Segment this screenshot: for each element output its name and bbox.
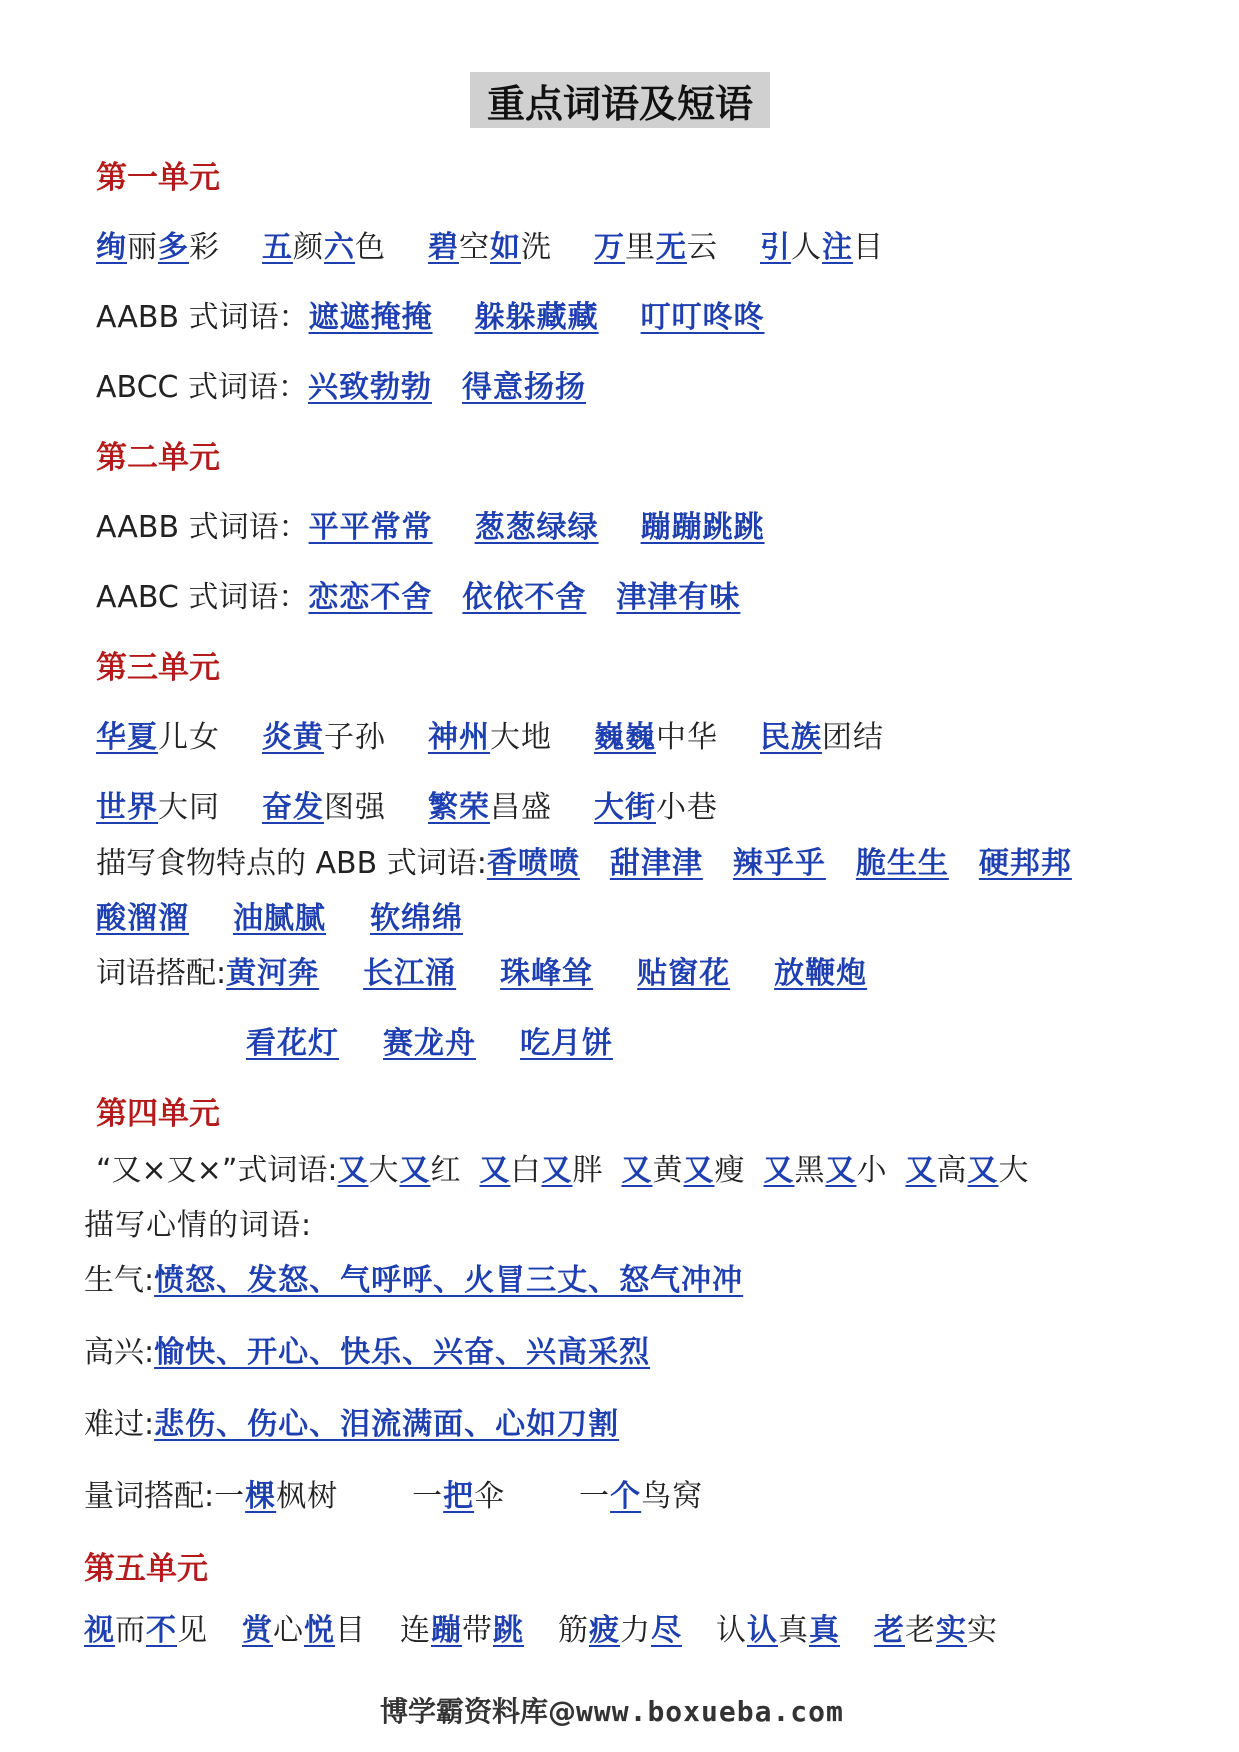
plain-char: 黑 [794,1153,826,1188]
highlighted-char: 奋发 [262,790,324,825]
measure-phrase [579,1471,703,1515]
idiom [558,1605,682,1649]
highlighted-char: 又 [683,1153,715,1188]
highlighted-char: 实 [936,1613,967,1648]
unit2-aabc-row [96,572,740,616]
highlighted-char: 又 [621,1153,653,1188]
idiom [716,1605,840,1649]
highlighted-char: 老 [874,1613,905,1648]
highlighted-char: 视 [84,1613,115,1648]
abb-word: 香喷喷 [486,846,580,881]
unit3-match-row2 [246,1018,613,1062]
plain-char: 色 [355,230,386,265]
plain-char: 大 [998,1153,1030,1188]
aabb-word: 平平常常 [308,510,433,545]
highlighted-char: 注 [822,230,853,265]
plain-char: 见 [177,1613,208,1648]
unit3-abb-label: 描写食物特点的 ABB 式词语: [96,846,487,881]
abcc-word: 得意扬扬 [462,370,587,405]
plain-char: 枫树 [276,1479,339,1514]
highlighted-char: 又 [763,1153,795,1188]
unit5-idioms-row [84,1605,998,1649]
idiom [874,1605,998,1649]
plain-char: 真 [778,1613,809,1648]
angry-words: 愤怒、发怒、气呼呼、火冒三丈、怒气冲冲 [154,1263,744,1298]
match-word: 看花灯 [246,1026,339,1061]
highlighted-char: 万 [594,230,625,265]
plain-char: 云 [687,230,718,265]
idiom [760,222,884,266]
idiom [428,782,552,826]
match-word: 赛龙舟 [383,1026,476,1061]
plain-char: 图强 [324,790,386,825]
unit3-abb-row1 [96,838,1072,882]
plain-char: 大地 [490,720,552,755]
highlighted-char: 又 [825,1153,857,1188]
unit4-happy-row [84,1327,650,1371]
plain-char: 中华 [656,720,718,755]
plain-char: 老 [905,1613,936,1648]
highlighted-char: 繁荣 [428,790,490,825]
aabc-word: 津津有味 [616,580,741,615]
match-word: 放鞭炮 [774,956,868,991]
idiom [428,712,552,756]
plain-char: 白 [510,1153,542,1188]
highlighted-char: 五 [262,230,293,265]
unit1-heading: 第一单元 [96,160,220,196]
you-word [621,1145,745,1189]
plain-char: 儿女 [158,720,220,755]
highlighted-char: 悦 [304,1613,335,1648]
match-word: 珠峰耸 [500,956,594,991]
plain-char: 带 [462,1613,493,1648]
highlighted-char: 尽 [651,1613,682,1648]
unit4-heading: 第四单元 [96,1096,220,1132]
plain-char: 颜 [293,230,324,265]
unit3-abb-row2 [96,893,463,937]
unit1-abcc-label: ABCC 式词语： [96,370,309,405]
you-word [337,1145,461,1189]
unit3-match-row1 [96,948,867,992]
plain-char: 里 [625,230,656,265]
unit1-aabb-row [96,292,765,336]
unit4-sad-row [84,1399,619,1443]
idiom [594,712,718,756]
highlighted-char: 华夏 [96,720,158,755]
unit1-idioms-row [96,222,884,266]
plain-char: 瘦 [714,1153,746,1188]
highlighted-char: 如 [490,230,521,265]
you-word [905,1145,1029,1189]
unit1-aabb-label: AABB 式词语： [96,300,309,335]
plain-char: 筋 [558,1613,589,1648]
plain-char: 洗 [521,230,552,265]
abb-word: 油腻腻 [233,901,326,936]
measure-phrase [214,1471,338,1515]
unit5-heading: 第五单元 [84,1551,208,1587]
idiom [96,712,220,756]
plain-char: 大 [368,1153,400,1188]
highlighted-char: 疲 [589,1613,620,1648]
highlighted-char: 引 [760,230,791,265]
highlighted-char: 又 [479,1153,511,1188]
idiom [262,712,386,756]
idiom [96,782,220,826]
highlighted-char: 赏 [242,1613,273,1648]
match-word: 长江涌 [363,956,457,991]
idiom [594,782,718,826]
match-word: 黄河奔 [226,956,320,991]
highlighted-char: 认 [747,1613,778,1648]
plain-char: 连 [400,1613,431,1648]
unit3-heading: 第三单元 [96,650,220,686]
plain-char: 高 [936,1153,968,1188]
highlighted-char: 棵 [245,1479,277,1514]
highlighted-char: 巍巍 [594,720,656,755]
sad-label: 难过: [84,1407,155,1442]
plain-char: 小巷 [656,790,718,825]
highlighted-char: 跳 [493,1613,524,1648]
unit2-heading: 第二单元 [96,440,220,476]
idiom [760,712,884,756]
highlighted-char: 又 [541,1153,573,1188]
idiom [262,782,386,826]
highlighted-char: 又 [905,1153,937,1188]
plain-char: 力 [620,1613,651,1648]
plain-char: 鸟窝 [641,1479,704,1514]
page-title: 重点词语及短语 [470,72,770,128]
plain-char: 而 [115,1613,146,1648]
abb-word: 脆生生 [855,846,949,881]
footer-watermark [380,1690,844,1730]
unit4-mood-label: 描写心情的词语: [84,1208,313,1243]
highlighted-char: 又 [967,1153,999,1188]
plain-char: 团结 [822,720,884,755]
highlighted-char: 无 [656,230,687,265]
idiom [242,1605,366,1649]
happy-words: 愉快、开心、快乐、兴奋、兴高采烈 [154,1335,651,1370]
highlighted-char: 又 [399,1153,431,1188]
plain-char: 胖 [572,1153,604,1188]
idiom [400,1605,524,1649]
plain-char: 彩 [189,230,220,265]
measure-phrase [412,1471,505,1515]
happy-label: 高兴: [84,1335,155,1370]
idiom [594,222,718,266]
abb-word: 软绵绵 [370,901,463,936]
aabc-word: 依依不舍 [462,580,587,615]
highlighted-char: 又 [337,1153,369,1188]
idiom [96,222,220,266]
plain-char: 子孙 [324,720,386,755]
aabb-word: 遮遮掩掩 [308,300,433,335]
highlighted-char: 民族 [760,720,822,755]
angry-label: 生气: [84,1263,155,1298]
plain-char: 空 [459,230,490,265]
plain-char: 大同 [158,790,220,825]
highlighted-char: 绚 [96,230,127,265]
idiom [262,222,386,266]
measure-label: 量词搭配: [84,1479,215,1514]
match-word: 贴窗花 [637,956,731,991]
highlighted-char: 不 [146,1613,177,1648]
highlighted-char: 六 [324,230,355,265]
idiom [84,1605,208,1649]
highlighted-char: 把 [443,1479,475,1514]
unit4-you-label: “又×又×”式词语: [96,1153,338,1188]
unit3-match-label: 词语搭配: [96,956,227,991]
plain-char: 一 [412,1479,444,1514]
unit1-abcc-row [96,362,586,406]
aabc-word: 恋恋不舍 [308,580,433,615]
unit4-angry-row [84,1255,743,1299]
aabb-word: 葱葱绿绿 [474,510,599,545]
unit4-you-row [96,1145,1029,1189]
unit2-aabb-label: AABB 式词语： [96,510,309,545]
plain-char: 人 [791,230,822,265]
unit2-aabb-row [96,502,765,546]
highlighted-char: 蹦 [431,1613,462,1648]
abcc-word: 兴致勃勃 [308,370,433,405]
abb-word: 辣乎乎 [732,846,826,881]
plain-char: 目 [335,1613,366,1648]
plain-char: 红 [430,1153,462,1188]
aabb-word: 蹦蹦跳跳 [640,510,765,545]
footer-url: www.boxueba.com [576,1695,844,1728]
highlighted-char: 个 [610,1479,642,1514]
idiom [428,222,552,266]
match-word: 吃月饼 [520,1026,613,1061]
plain-char: 一 [579,1479,611,1514]
aabb-word: 躲躲藏藏 [474,300,599,335]
abb-word: 甜津津 [609,846,703,881]
highlighted-char: 碧 [428,230,459,265]
sad-words: 悲伤、伤心、泪流满面、心如刀割 [154,1407,620,1442]
unit3-idioms-row2 [96,782,718,826]
aabb-word: 叮叮咚咚 [640,300,765,335]
unit2-aabc-label: AABC 式词语： [96,580,309,615]
plain-char: 小 [856,1153,888,1188]
plain-char: 心 [273,1613,304,1648]
plain-char: 认 [716,1613,747,1648]
highlighted-char: 神州 [428,720,490,755]
abb-word: 硬邦邦 [978,846,1072,881]
footer-brand: 博学霸资料库@ [380,1695,577,1728]
you-word [479,1145,603,1189]
plain-char: 目 [853,230,884,265]
plain-char: 昌盛 [490,790,552,825]
plain-char: 黄 [652,1153,684,1188]
highlighted-char: 真 [809,1613,840,1648]
you-word [763,1145,887,1189]
plain-char: 丽 [127,230,158,265]
highlighted-char: 炎黄 [262,720,324,755]
unit4-measure-row [84,1471,703,1515]
highlighted-char: 大街 [594,790,656,825]
abb-word: 酸溜溜 [96,901,189,936]
highlighted-char: 多 [158,230,189,265]
plain-char: 伞 [474,1479,506,1514]
unit3-idioms-row1 [96,712,884,756]
plain-char: 一 [214,1479,246,1514]
plain-char: 实 [967,1613,998,1648]
highlighted-char: 世界 [96,790,158,825]
